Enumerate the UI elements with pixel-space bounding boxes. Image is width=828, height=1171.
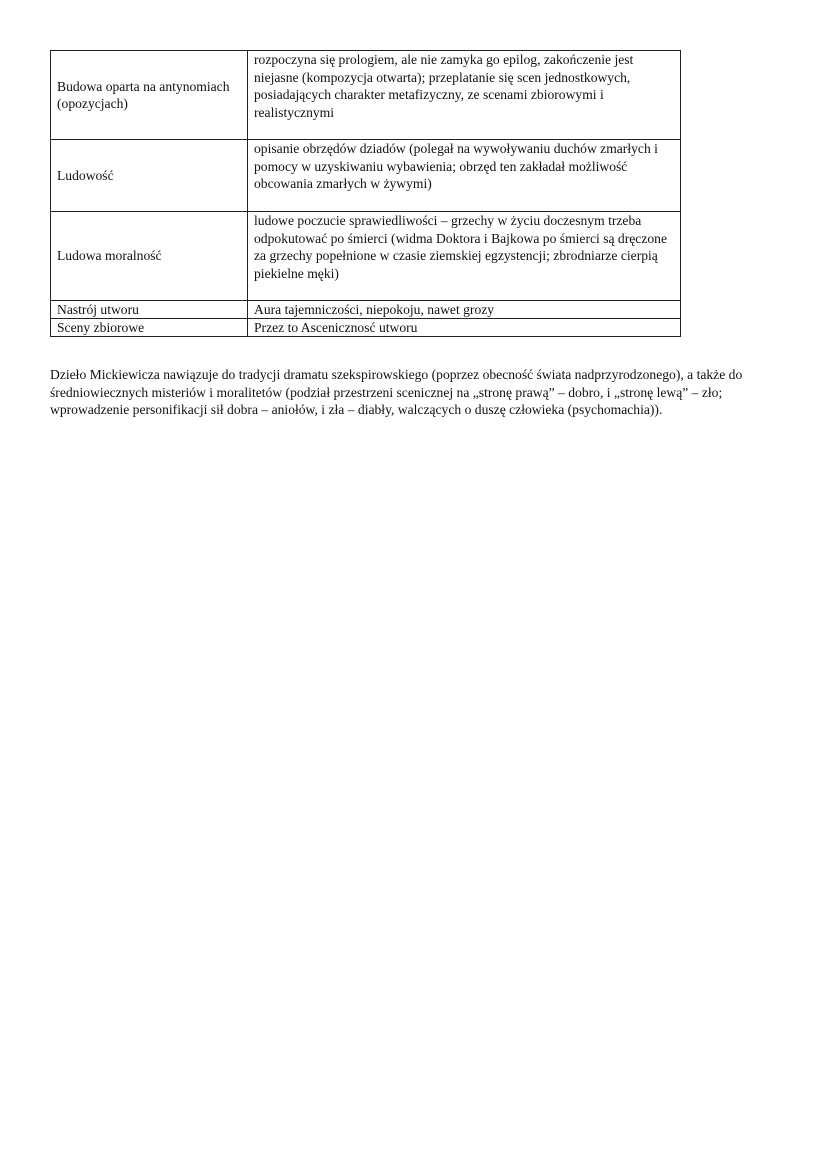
table-row — [51, 212, 681, 301]
table-row — [51, 140, 681, 212]
body-paragraph: Dzieło Mickiewicza nawiązuje do tradycji dramatu szekspirowskiego (poprzez obecność świata nadprzyrodzonego), a także do średniowiecznych misteriów i moralitetów (podział przestrzeni scenicznej na „stronę prawą” – dobro, i „stronę lewą” – zło; wprowadzenie personifikacji sił dobra – aniołów, i zła – diabły, walczących o duszę człowieka (psychomachia)). — [50, 367, 743, 417]
row-label: Ludowa moralność — [51, 212, 248, 301]
row-text: Przez to Ascenicznosć utworu — [248, 319, 681, 337]
row-label: Ludowość — [51, 140, 248, 212]
table-row — [51, 319, 681, 337]
row-text: opisanie obrzędów dziadów (polegał na wywoływaniu duchów zmarłych i pomocy w uzyskiwaniu wybawienia; obrzęd ten zakładał możliwość obcowania zmarłych w żywymi) — [248, 140, 681, 212]
row-label: Sceny zbiorowe — [51, 319, 248, 337]
row-text: ludowe poczucie sprawiedliwości – grzechy w życiu doczesnym trzeba odpokutować po śmierci (widma Doktora i Bajkowa po śmierci są dręczone za grzechy popełnione w czasie ziemskiej egzystencji; zbrodniarze cierpią piekielne męki) — [248, 212, 681, 301]
row-label: Budowa oparta na antynomiach (opozycjach) — [51, 51, 248, 140]
table-row — [51, 301, 681, 319]
characteristics-table — [50, 50, 681, 337]
table-row — [51, 51, 681, 140]
row-label: Nastrój utworu — [51, 301, 248, 319]
row-text: Aura tajemniczości, niepokoju, nawet grozy — [248, 301, 681, 319]
row-text: rozpoczyna się prologiem, ale nie zamyka go epilog, zakończenie jest niejasne (kompozycja otwarta); przeplatanie się scen jednostkowych, posiadających charakter metafizyczny, ze scenami zbiorowymi i realistycznymi — [248, 51, 681, 140]
